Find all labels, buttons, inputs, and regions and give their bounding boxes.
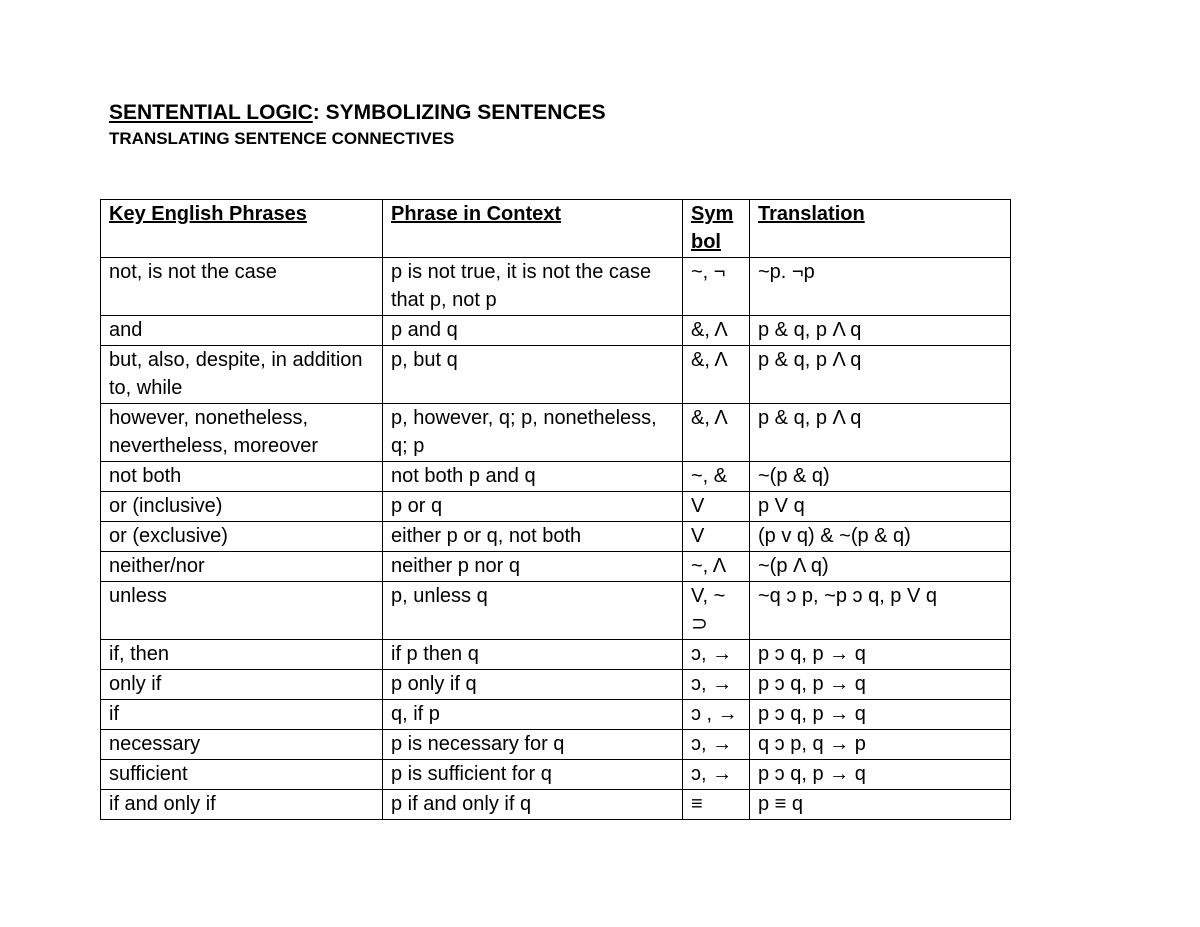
page-subtitle: TRANSLATING SENTENCE CONNECTIVES (109, 129, 455, 148)
cell-phrase: not, is not the case (101, 258, 383, 316)
cell-translation: q ɔ p, q → p (750, 730, 1011, 760)
table-row (101, 346, 1011, 404)
cell-context: neither p nor q (383, 552, 683, 582)
cell-context: p, but q (383, 346, 683, 404)
table-row (101, 404, 1011, 462)
cell-context: either p or q, not both (383, 522, 683, 552)
cell-symbol: V (683, 522, 750, 552)
cell-context: p is sufficient for q (383, 760, 683, 790)
cell-context: q, if p (383, 700, 683, 730)
cell-symbol: &, Λ (683, 346, 750, 404)
cell-phrase: not both (101, 462, 383, 492)
cell-symbol: ɔ, → (683, 760, 750, 790)
cell-phrase: however, nonetheless, nevertheless, moreover (101, 404, 383, 462)
cell-translation: p ≡ q (750, 790, 1011, 820)
cell-translation: p ɔ q, p → q (750, 760, 1011, 790)
cell-context: if p then q (383, 640, 683, 670)
table-row (101, 760, 1011, 790)
cell-symbol: &, Λ (683, 316, 750, 346)
cell-translation: ~(p & q) (750, 462, 1011, 492)
cell-symbol: V (683, 492, 750, 522)
table-row (101, 552, 1011, 582)
cell-translation: p ɔ q, p → q (750, 700, 1011, 730)
header-symbol: Sym bol (683, 200, 750, 258)
cell-context: p or q (383, 492, 683, 522)
cell-context: p, unless q (383, 582, 683, 640)
table-row (101, 640, 1011, 670)
cell-phrase: but, also, despite, in addition to, while (101, 346, 383, 404)
table-header-row (101, 200, 1011, 258)
title-topic: SENTENTIAL LOGIC (109, 101, 313, 124)
cell-context: not both p and q (383, 462, 683, 492)
cell-translation: ~q ɔ p, ~p ɔ q, p V q (750, 582, 1011, 640)
cell-context: p only if q (383, 670, 683, 700)
table-row (101, 730, 1011, 760)
cell-translation: (p v q) & ~(p & q) (750, 522, 1011, 552)
cell-phrase: if, then (101, 640, 383, 670)
table-row (101, 316, 1011, 346)
table-row (101, 790, 1011, 820)
cell-phrase: only if (101, 670, 383, 700)
cell-symbol: &, Λ (683, 404, 750, 462)
cell-symbol: ɔ , → (683, 700, 750, 730)
cell-phrase: sufficient (101, 760, 383, 790)
table-row (101, 700, 1011, 730)
cell-phrase: neither/nor (101, 552, 383, 582)
cell-translation: p ɔ q, p → q (750, 640, 1011, 670)
cell-phrase: or (exclusive) (101, 522, 383, 552)
table-row (101, 258, 1011, 316)
cell-phrase: or (inclusive) (101, 492, 383, 522)
cell-symbol: ≡ (683, 790, 750, 820)
table-row (101, 492, 1011, 522)
cell-symbol: ɔ, → (683, 730, 750, 760)
cell-context: p if and only if q (383, 790, 683, 820)
header-key-english-phrases: Key English Phrases (101, 200, 383, 258)
cell-symbol: ~, & (683, 462, 750, 492)
cell-context: p is not true, it is not the case that p, not p (383, 258, 683, 316)
header-phrase-in-context: Phrase in Context (383, 200, 683, 258)
cell-symbol: ɔ, → (683, 640, 750, 670)
cell-translation: p ɔ q, p → q (750, 670, 1011, 700)
cell-phrase: if (101, 700, 383, 730)
cell-translation: p & q, p Λ q (750, 316, 1011, 346)
cell-translation: p V q (750, 492, 1011, 522)
cell-symbol: ~, Λ (683, 552, 750, 582)
page-title (109, 100, 606, 126)
cell-symbol: ɔ, → (683, 670, 750, 700)
cell-context: p, however, q; p, nonetheless, q; p (383, 404, 683, 462)
table-row (101, 582, 1011, 640)
title-rest: : SYMBOLIZING SENTENCES (312, 101, 606, 124)
cell-translation: p & q, p Λ q (750, 404, 1011, 462)
cell-translation: ~(p Λ q) (750, 552, 1011, 582)
cell-symbol: V, ~ ⊃ (683, 582, 750, 640)
connectives-table (100, 199, 1011, 820)
cell-phrase: if and only if (101, 790, 383, 820)
header-translation: Translation (750, 200, 1011, 258)
table-row (101, 670, 1011, 700)
table-row (101, 462, 1011, 492)
cell-phrase: necessary (101, 730, 383, 760)
cell-context: p and q (383, 316, 683, 346)
cell-context: p is necessary for q (383, 730, 683, 760)
cell-translation: p & q, p Λ q (750, 346, 1011, 404)
table-row (101, 522, 1011, 552)
cell-translation: ~p. ¬p (750, 258, 1011, 316)
cell-phrase: unless (101, 582, 383, 640)
cell-phrase: and (101, 316, 383, 346)
cell-symbol: ~, ¬ (683, 258, 750, 316)
